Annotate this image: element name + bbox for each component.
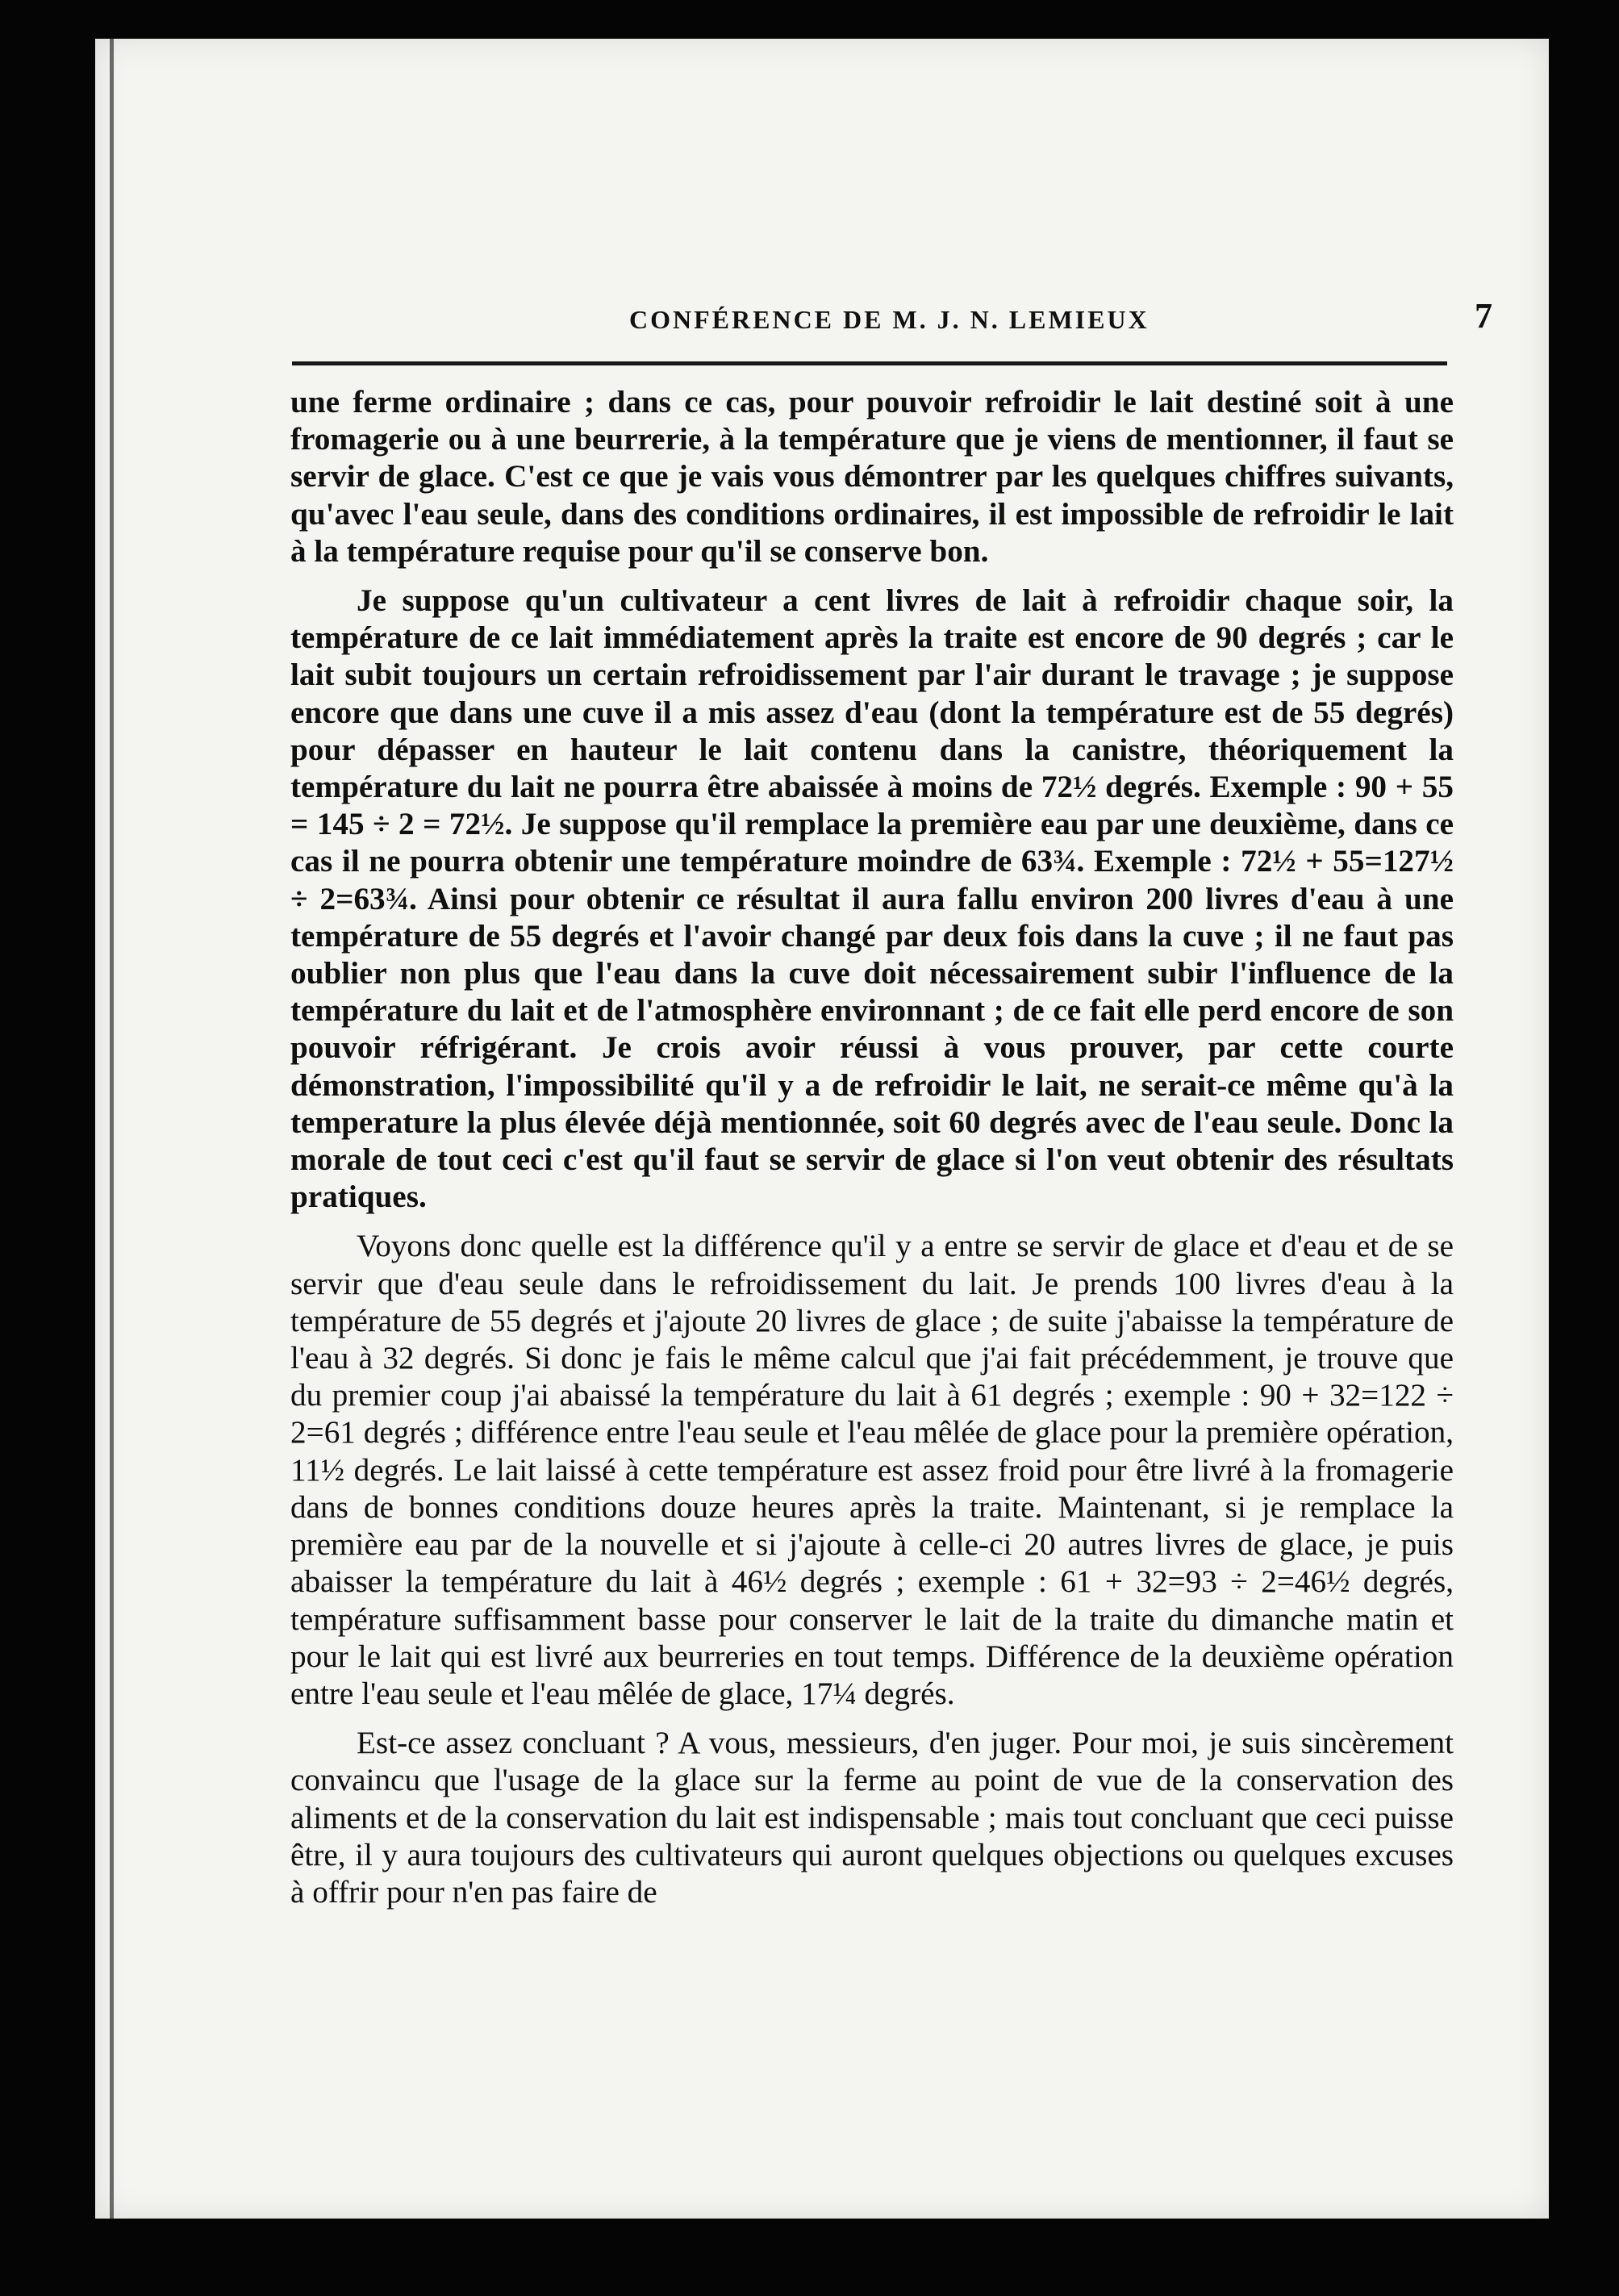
page-edge-line [110,39,114,2219]
paragraph-4: Est-ce assez concluant ? A vous, messieurs, d'en juger. Pour moi, je suis sincèrement convaincu que l'usage de la glace sur la ferme au point de vue de la conservation des aliments et de la conservation du lait est indispensable ; mais tout concluant que ceci puisse être, il y aura toujours des cultivateurs qui auront quelques objections ou quelques excuses à offrir pour n'en pas faire de [290,1726,1454,1910]
running-title: CONFÉRENCE DE M. J. N. LEMIEUX [629,305,1150,334]
paragraph-1: une ferme ordinaire ; dans ce cas, pour pouvoir refroidir le lait destiné soit à une fromagerie ou à une beurrerie, à la température que je viens de mentionner, il faut se servir de glace. C'est ce que je vais vous démontrer par les quelques chiffres suivants, qu'avec l'eau seule, dans des conditions ordinaires, il est impossible de refroidir le lait à la température requise pour qu'il se conserve bon. [290,385,1454,569]
document-page [95,39,1549,2219]
body-text [290,384,1454,1923]
paragraph-3: Voyons donc quelle est la différence qu'il y a entre se servir de glace et d'eau et de se servir que d'eau seule dans le refroidissement du lait. Je prends 100 livres d'eau à la température de 55 degrés et j'ajoute 20 livres de glace ; de suite j'abaisse la température de l'eau à 32 degrés. Si donc je fais le même calcul que j'ai fait précédemment, je trouve que du premier coup j'ai abaissé la température du lait à 61 degrés ; exemple : 90 + 32=122 ÷ 2=61 degrés ; différence entre l'eau seule et l'eau mêlée de glace pour la première opération, 11½ degrés. Le lait laissé à cette température est assez froid pour être livré à la fromagerie dans de bonnes conditions douze heures après la traite. Maintenant, si je remplace la première eau par de la nouvelle et si j'ajoute à celle-ci 20 autres livres de glace, je puis abaisser la température du lait à 46½ degrés ; exemple : 61 + 32=93 ÷ 2=46½ degrés, température suffisamment basse pour conserver le lait de la traite du dimanche matin et pour le lait qui est livré aux beurreries en tout temps. Différence de la deuxième opération entre l'eau seule et l'eau mêlée de glace, 17¼ degrés. [290,1229,1454,1711]
paragraph-2: Je suppose qu'un cultivateur a cent livres de lait à refroidir chaque soir, la température de ce lait immédiatement après la traite est encore de 90 degrés ; car le lait subit toujours un certain refroidissement par l'air durant le travage ; je suppose encore que dans une cuve il a mis assez d'eau (dont la température est de 55 degrés) pour dépasser en hauteur le lait contenu dans la canistre, théoriquement la température du lait ne pourra être abaissée à moins de 72½ degrés. Exemple : 90 + 55 = 145 ÷ 2 = 72½. Je suppose qu'il remplace la première eau par une deuxième, dans ce cas il ne pourra obtenir une température moindre de 63¾. Exemple : 72½ + 55=127½ ÷ 2=63¾. Ainsi pour obtenir ce résultat il aura fallu environ 200 livres d'eau à une température de 55 degrés et l'avoir changé par deux fois dans la cuve ; il ne faut pas oublier non plus que l'eau dans la cuve doit nécessairement subir l'influence de la température du lait et de l'atmosphère environnant ; de ce fait elle perd encore de son pouvoir réfrigérant. Je crois avoir réussi à vous prouver, par cette courte démonstration, l'impossibilité qu'il y a de refroidir le lait, ne serait-ce même qu'à la temperature la plus élevée déjà mentionnée, soit 60 degrés avec de l'eau seule. Donc la morale de tout ceci c'est qu'il faut se servir de glace si l'on veut obtenir des résultats pratiques. [290,583,1454,1215]
page-number: 7 [1475,296,1492,336]
page-header [95,292,1549,357]
header-rule [292,361,1447,365]
